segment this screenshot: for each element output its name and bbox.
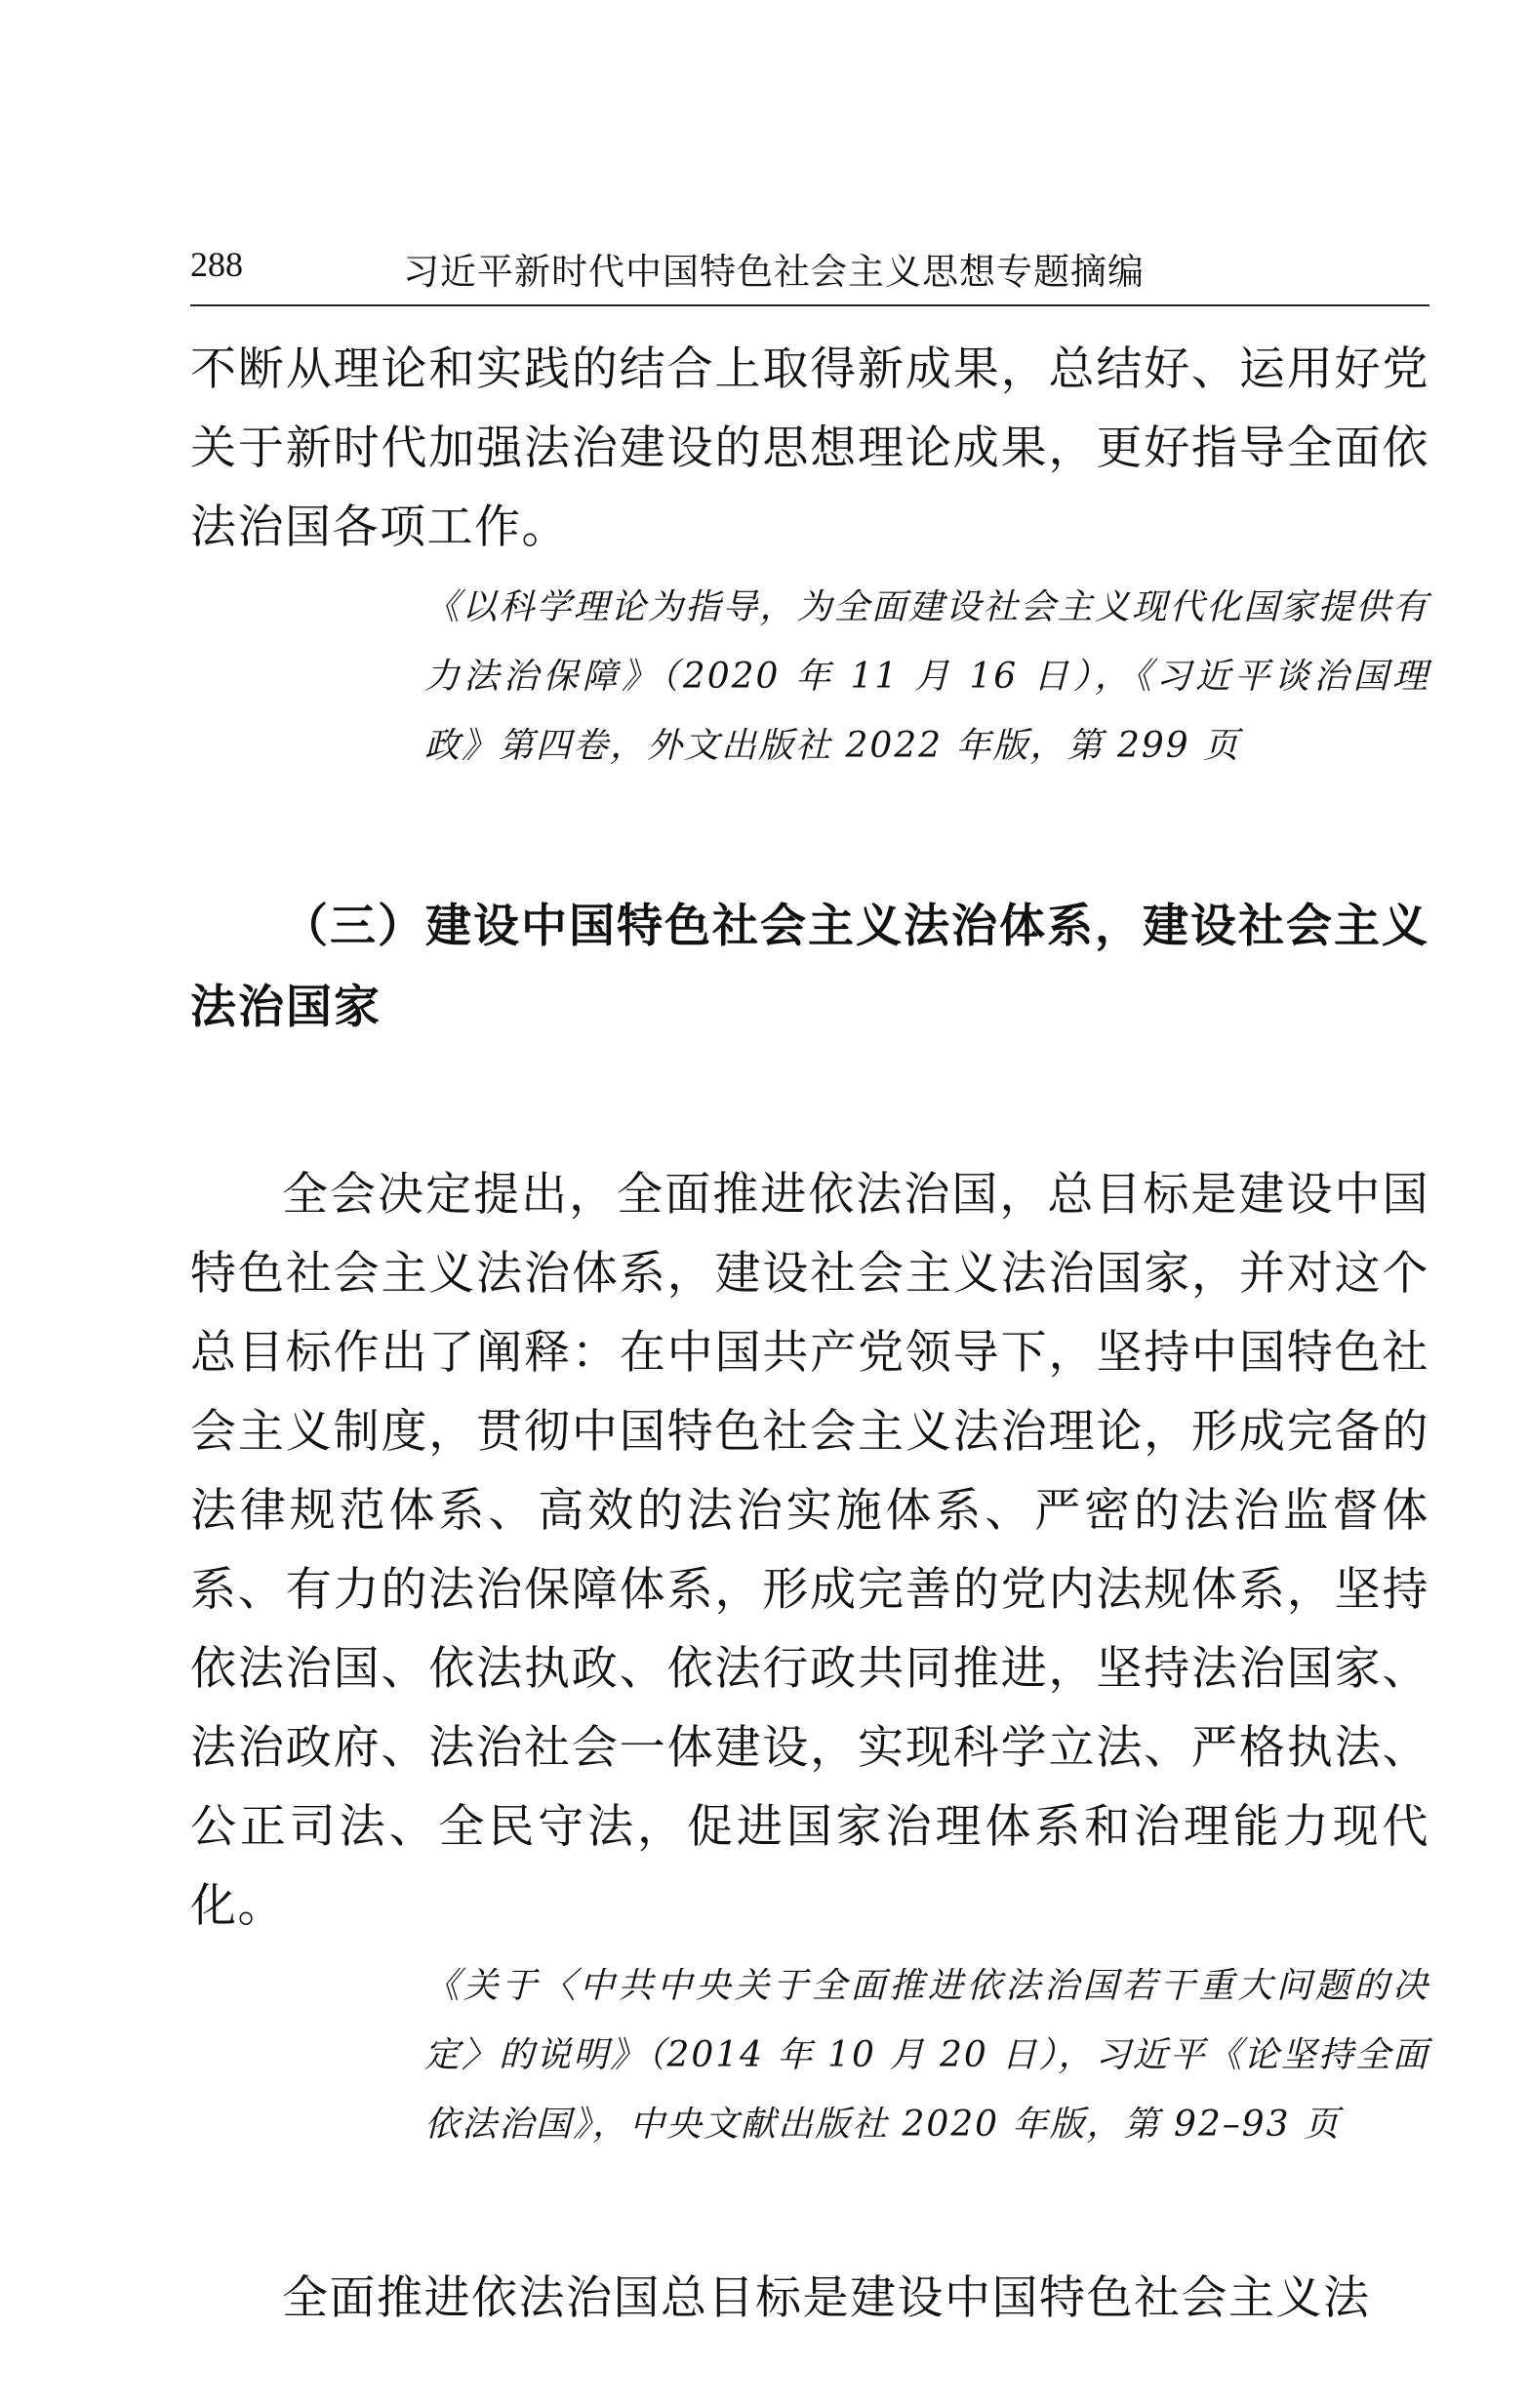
page-number: 288: [190, 245, 243, 284]
section-heading: （三）建设中国特色社会主义法治体系，建设社会主义法治国家: [190, 900, 1429, 1034]
citation-source-2: 《关于〈中共中央关于全面推进依法治国若干重大问题的决定〉的说明》（2014 年 10 月 20 日），习近平《论坚持全面依法治国》，中央文献出版社 2020 年版，第 92–93 页: [424, 1966, 1429, 2145]
paragraph-main: 全会决定提出，全面推进依法治国，总目标是建设中国特色社会主义法治体系，建设社会主义法治国家，并对这个总目标作出了阐释：在中国共产党领导下，坚持中国特色社会主义制度，贯彻中国特色社会主义法治理论，形成完备的法律规范体系、高效的法治实施体系、严密的法治监督体系、有力的法治保障体系，形成完善的党内法规体系，坚持依法治国、依法执政、依法行政共同推进，坚持法治国家、法治政府、法治社会一体建设，实现科学立法、严格执法、公正司法、全民守法，促进国家治理体系和治理能力现代化。: [190, 1168, 1429, 1933]
paragraph-continuation: 不断从理论和实践的结合上取得新成果，总结好、运用好党关于新时代加强法治建设的思想理论成果，更好指导全面依法治国各项工作。: [190, 342, 1429, 554]
book-page: [190, 234, 1429, 2338]
citation-source-1: 《以科学理论为指导，为全面建设社会主义现代化国家提供有力法治保障》（2020 年 11 月 16 日），《习近平谈治国理政》第四卷，外文出版社 2022 年版，第 299 页: [424, 587, 1429, 766]
paragraph-next: 全面推进依法治国总目标是建设中国特色社会主义法: [282, 2271, 1371, 2325]
running-title: 习近平新时代中国特色社会主义思想专题摘编: [403, 251, 1145, 293]
running-header: [190, 234, 1429, 306]
